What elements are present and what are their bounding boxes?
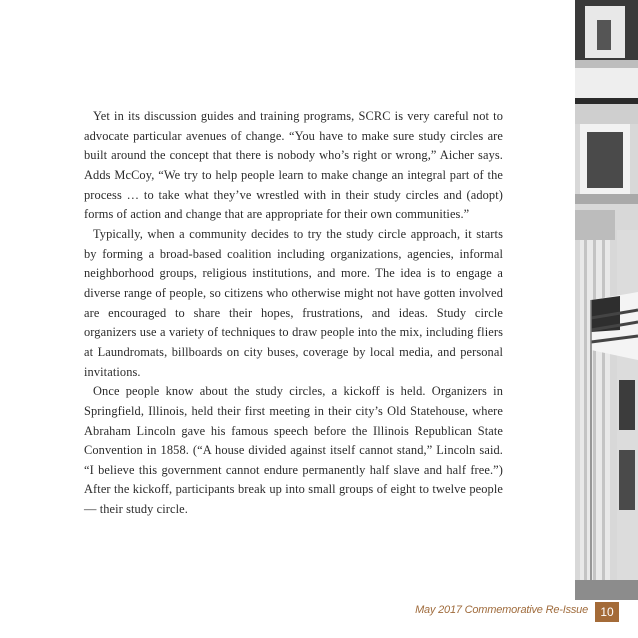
paragraph: Yet in its discussion guides and training programs, SCRC is very careful not to advocate particular avenues of change. “You have to make sure study circles are built around the concept that there is nobody who’s right or wrong,” Aicher says. Adds McCoy, “We try to help people learn to make change an integral part of the process … to take what they’ve wrestled with in their study circles and (adopt) forms of action and change that are appropriate for their own communities.” xyxy=(84,109,503,222)
article-body xyxy=(84,107,503,520)
paragraph: Once people know about the study circles, a kickoff is held. Organizers in Springfield, Illinois, held their first meeting in their city’s Old Statehouse, where Abraham Lincoln gave his famous speech before the Illinois Republican State Convention in 1858. (“A house divided against itself cannot stand,” Lincoln said. “I believe this government cannot endure permanently half slave and half free.”) After the kickoff, participants break up into small groups of eight to twelve people — their study circle. xyxy=(84,384,503,517)
statehouse-photo xyxy=(575,0,638,600)
page-footer xyxy=(0,602,638,624)
issue-label: May 2017 Commemorative Re-Issue xyxy=(415,604,588,616)
page-number-badge: 10 xyxy=(595,602,619,622)
paragraph: Typically, when a community decides to try the study circle approach, it starts by forming a broad-based coalition including organizations, agencies, informal neighborhood groups, religious institutions, and more. The idea is to engage a diverse range of people, so citizens who otherwise might not have gotten involved are encouraged to share their hopes, frustrations, and ideas. Study circle organizers use a variety of techniques to draw people into the mix, including fliers at Laundromats, billboards on city buses, coverage by local media, and personal invitations. xyxy=(84,226,503,379)
